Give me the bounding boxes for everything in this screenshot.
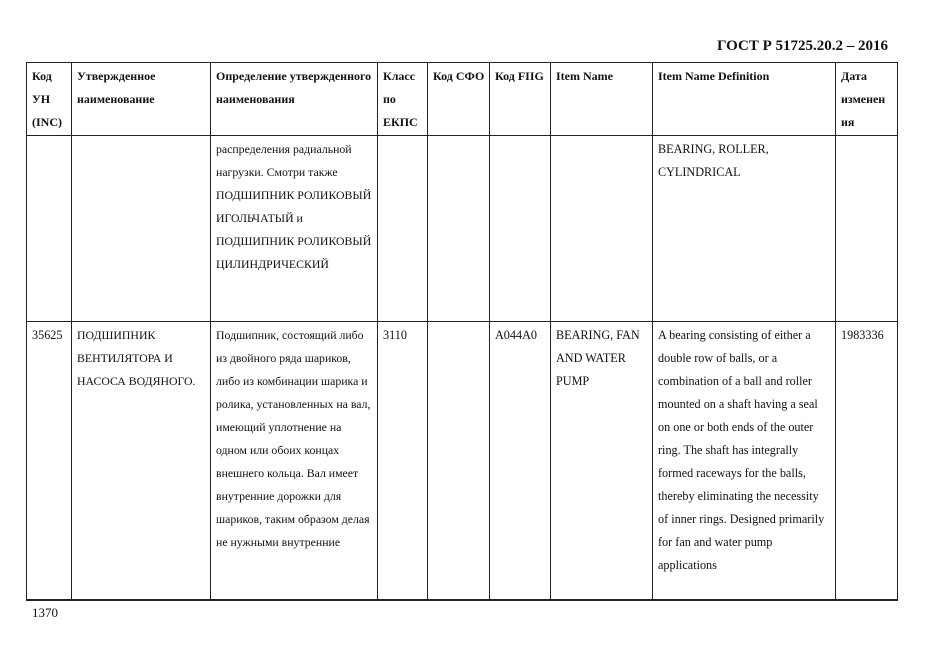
cell-inc: [27, 136, 72, 322]
cell-fiig: [490, 136, 551, 322]
document-header: ГОСТ Р 51725.20.2 – 2016: [716, 38, 888, 54]
cell-definition: распределения радиальной нагрузки. Смотри также ПОДШИПНИК РОЛИКОВЫЙ ИГОЛЬЧАТЫЙ и ПОДШИПНИК РОЛИКОВЫЙ ЦИЛИНДРИЧЕСКИЙ: [211, 136, 378, 322]
catalog-table: [26, 62, 898, 601]
table-header-row: [27, 63, 898, 136]
cell-item-definition: A bearing consisting of either a double row of balls, or a combination of a ball and roller mounted on a shaft having a seal on one or both ends of the outer ring. The shaft has integrally formed raceways for the balls, thereby eliminating the necessity of inner rings. Designed primarily for fan and water pump applications: [653, 322, 836, 600]
col-header-approved-name: Утвержденное наименование: [72, 63, 211, 136]
col-header-sfo: Код СФО: [428, 63, 490, 136]
cell-sfo: [428, 322, 490, 600]
cell-date: [836, 136, 898, 322]
cell-sfo: [428, 136, 490, 322]
col-header-fiig: Код FIIG: [490, 63, 551, 136]
table-row: [27, 136, 898, 322]
col-header-date: Дата изменен ия: [836, 63, 898, 136]
cell-date: 1983336: [836, 322, 898, 600]
cell-fiig: A044A0: [490, 322, 551, 600]
cell-item-name: [551, 136, 653, 322]
table-row: [27, 322, 898, 600]
col-header-class: Класс по ЕКПС: [378, 63, 428, 136]
cell-class: [378, 136, 428, 322]
page-number: 1370: [32, 605, 58, 620]
cell-item-definition: BEARING, ROLLER, CYLINDRICAL: [653, 136, 836, 322]
cell-inc: 35625: [27, 322, 72, 600]
cell-class: 3110: [378, 322, 428, 600]
col-header-item-definition: Item Name Definition: [653, 63, 836, 136]
cell-definition: Подшипник, состоящий либо из двойного ряда шариков, либо из комбинации шарика и ролика, установленных на вал, имеющий уплотнение на одном или обоих концах внешнего кольца. Вал имеет внутренние дорожки для шариков, таким образом делая не нужными внутренние: [211, 322, 378, 600]
col-header-item-name: Item Name: [551, 63, 653, 136]
col-header-inc: Код УН (INC): [27, 63, 72, 136]
col-header-definition: Определение утвержденного наименования: [211, 63, 378, 136]
cell-item-name: BEARING, FAN AND WATER PUMP: [551, 322, 653, 600]
cell-approved-name: ПОДШИПНИК ВЕНТИЛЯТОРА И НАСОСА ВОДЯНОГО.: [72, 322, 211, 600]
cell-approved-name: [72, 136, 211, 322]
